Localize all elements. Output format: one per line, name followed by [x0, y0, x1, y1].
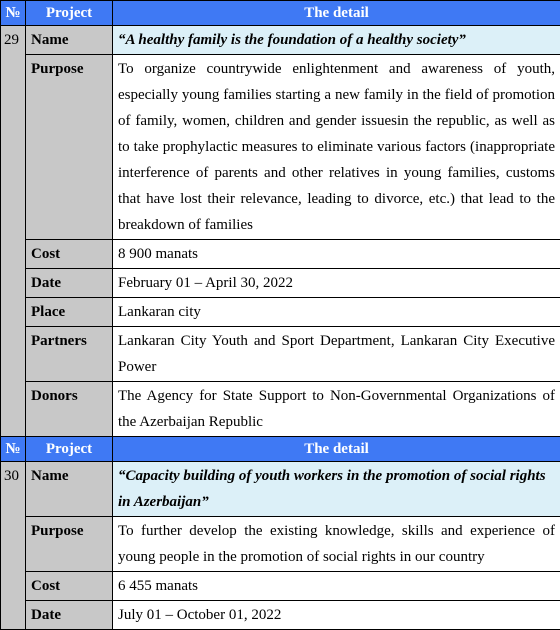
- partners-value: Lankaran City Youth and Sport Department, Lankaran City Executive Power: [113, 327, 560, 382]
- project-number: 29: [1, 26, 26, 437]
- donors-value: The Agency for State Support to Non-Governmental Organizations of the Azerbaijan Republic: [113, 382, 560, 437]
- project-name-row: [1, 26, 560, 55]
- detail-row: [1, 240, 560, 269]
- detail-row: [1, 517, 560, 572]
- purpose-label: Purpose: [26, 55, 113, 240]
- project-name-row: [1, 462, 560, 517]
- project-number: 30: [1, 462, 26, 630]
- detail-row: [1, 269, 560, 298]
- detail-header: The detail: [113, 1, 560, 26]
- cost-value: 6 455 manats: [113, 572, 560, 601]
- header-row: [1, 437, 560, 462]
- detail-row: [1, 298, 560, 327]
- place-value: Lankaran city: [113, 298, 560, 327]
- date-value: February 01 – April 30, 2022: [113, 269, 560, 298]
- cost-value: 8 900 manats: [113, 240, 560, 269]
- date-label: Date: [26, 269, 113, 298]
- detail-row: [1, 382, 560, 437]
- project-title: “A healthy family is the foundation of a healthy society”: [113, 26, 560, 55]
- detail-header: The detail: [113, 437, 560, 462]
- cost-label: Cost: [26, 572, 113, 601]
- purpose-label: Purpose: [26, 517, 113, 572]
- name-label: Name: [26, 26, 113, 55]
- project-header: Project: [26, 437, 113, 462]
- detail-row: [1, 601, 560, 630]
- project-title: “Capacity building of youth workers in the promotion of social rights in Azerbaijan”: [113, 462, 560, 517]
- detail-row: [1, 572, 560, 601]
- cost-label: Cost: [26, 240, 113, 269]
- name-label: Name: [26, 462, 113, 517]
- purpose-value: To further develop the existing knowledge, skills and experience of young people in the promotion of social rights in our country: [113, 517, 560, 572]
- number-header: №: [1, 437, 26, 462]
- purpose-value: To organize countrywide enlightenment and awareness of youth, especially young families starting a new family in the field of promotion of family, women, children and gender issuesin the republic, as well as to take prophylactic measures to eliminate various factors (inappropriate interference of parents and other relatives in young families, customs that have lost their relevance, leading to divorce, etc.) that lead to the breakdown of families: [113, 55, 560, 240]
- number-header: №: [1, 1, 26, 26]
- detail-row: [1, 327, 560, 382]
- place-label: Place: [26, 298, 113, 327]
- header-row: [1, 1, 560, 26]
- donors-label: Donors: [26, 382, 113, 437]
- partners-label: Partners: [26, 327, 113, 382]
- date-value: July 01 – October 01, 2022: [113, 601, 560, 630]
- date-label: Date: [26, 601, 113, 630]
- project-header: Project: [26, 1, 113, 26]
- detail-row: [1, 55, 560, 240]
